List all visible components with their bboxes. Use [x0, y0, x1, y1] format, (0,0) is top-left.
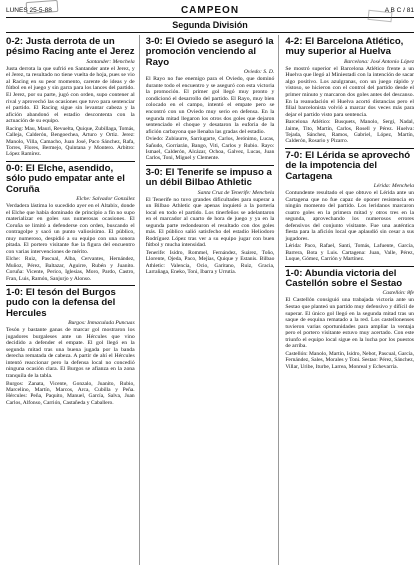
match-body-text: Tesón y bastante ganas de marcar gol mostraron los jugadores burgaleses ante un Hércules que vino decidido a defender el empate. El gol llegó en la segunda mitad tras una buena jugada por la banda derecha rematada de cabeza. A partir de ahí el Hércules intentó reaccionar pero la defensa local no concedió ninguna ocasión clara. El Burgos se afianza en la zona tranquila de la tabla. [6, 327, 135, 380]
masthead [6, 3, 414, 18]
match-report [146, 37, 275, 162]
match-headline: 1-0: El tesón del Burgos pudo con la defensa del Hercules [6, 286, 116, 319]
match-report [285, 148, 414, 263]
match-body-text: Verdadera lástima lo sucedido ayer en el Altabix, donde el Elche que había dominado de principio a fin no supo materializar en goles sus numerosas ocasiones. El Coruña se limitó a defenderse con orden, buscando el contragolpe y sacó un punto valiosísimo. El público, muy numeroso, despidió a su equipo con una sonora pitada. El portero visitante fue la figura del encuentro con varias intervenciones de mérito. [6, 202, 135, 255]
column-2 [146, 35, 280, 565]
match-lineup: Racing: Mau, Mauri, Revuelta, Quique, Zubillaga, Tomás, Calleja, Calderón, Bengoechea, Arturo y Ortiz. Jerez: Manolo, Villa, Camacho, Juan José, Paco Sánchez, Rafa, Torres, Flores, Bermejo, Quintana y Montero. Arbitro: López Ramírez. [6, 125, 135, 158]
division-banner: Segunda División [6, 18, 414, 33]
match-headline: 7-0: El Lérida se aprovechó de la impotencia del Cartagena [285, 149, 411, 182]
issue-date: LUNES 25-5-88 [6, 6, 52, 14]
page-number: A B C / 81 [384, 6, 414, 14]
match-byline: Lérida: Menchela [373, 183, 415, 190]
match-byline: Elche: Salvador González [76, 195, 135, 202]
match-report [285, 37, 414, 145]
match-byline: Barcelona: José Antonio López [343, 58, 415, 65]
column-1 [6, 35, 140, 565]
match-headline: 3-0: El Oviedo se aseguró la promoción venciendo al Rayo [145, 36, 274, 68]
match-body-text: Se mostró superior el Barcelona Atlético frente a un Huelva que llegó al Miniestadi con la intención de sacar algo positivo. Los azulgranas, con un juego rápido y vistoso, se hicieron con el control del partido desde el primer minuto y marcaron dos goles antes del descanso. En la reanudación el Huelva acortó distancias pero el filial barcelonista volvió a marcar dos veces más para dejar el partido visto para sentencia. [285, 65, 415, 118]
match-lineup: Oviedo: Zubiaurre, Sarriugarte, Carlos, Jerónimo, Lucas, Sañudo, Gorriarán, Bango, Viti, Carlos y Rubio. Rayo: Ismael, Calderón, Alcázar, Ochoa, Galvez, Lucas, Juan Carlos, Toni, Miguel y Clemente. [145, 136, 275, 162]
archive-stamp [26, 0, 59, 14]
match-byline: Castellón: 8fe [382, 290, 415, 297]
match-report [6, 285, 135, 406]
match-headline: 0-2: Justa derrota de un pésimo Racing ante el Jerez [6, 36, 135, 58]
match-lineup: Burgos: Zanata, Vicente, Gonzalo, Juanito, Rubio, Marcelino, Martín, Marcos, Arca, Cubilla y Peña. Hércules: Peña, Paquito, Manuel, García, Salva, Juan Carlos, Alfonso, Carrión, Castañeda y Caballero. [6, 380, 135, 406]
column-3 [285, 35, 414, 565]
match-headline: 0-0: El Elche, asendido, sólo pudo empatar ante el Coruña [6, 162, 125, 195]
article-columns [6, 35, 414, 565]
section-title: CAMPEON [180, 4, 240, 16]
match-headline: 4-2: El Barcelona Atlético, muy superior al Huelva [285, 36, 404, 58]
match-lineup: Lérida: Paco, Rafael, Santi, Tomás, Lafuente, García, Barrera, Bota y Luis. Cartagena: Juan, Valle, Pérez, Luque, Gómez, Carrión y Martínez. [285, 243, 415, 263]
match-lineup: Castellón: Manolo, Martín, Isidro, Nebot, Pascual, García, Fernández, Sales, Morales y Toni. Sestao: Pérez, Sánchez, Villar, Uribe, Iturbe, Larrea, Monreal y Echevarría. [285, 350, 415, 370]
match-report [146, 165, 275, 276]
article-divider [6, 285, 135, 286]
match-report [6, 161, 135, 282]
match-lineup: Barcelona Atlético: Busquets, Manolo, Sergi, Nadal, Jaime, Tito, Martín, Carlos, Rosell y Pérez. Huelva: Tejada, Sánchez, Ramos, Gabriel, López, Martín, Calderón, Rosario y Pizarro. [285, 119, 415, 145]
article-divider [285, 148, 414, 149]
match-byline: Santander: Menchela [86, 58, 135, 65]
match-body-text: Contundente resultado el que obtuvo el Lérida ante un Cartagena que no fue capaz de oponer resistencia en ningún momento del partido. Los leridanos marcaron cuatro goles en la primera mitad y otros tres en la segunda, aprovechando los numerosos errores defensivos del conjunto visitante. Fue una auténtica fiesta para la afición local que aplaudió sin cesar a sus jugadores. [285, 190, 415, 242]
article-divider [285, 266, 414, 267]
match-headline: 1-0: Abundia victoria del Castellón sobre el Sestao [285, 267, 403, 290]
article-divider [6, 161, 135, 162]
match-body-text: Justa derrota la que sufrió en Santander ante el Jerez, y el Jerez, ta resultado no tiene vuelta de hoja, pues se vio al Racing en su peor momento, carente de ideas y de fútbol en el juego y sin garra para los lances del partido. El Jerez, por su parte, jugó con orden, supo contener al rival y aprovechó las ocasiones que tuvo para sentenciar el partido. El Racing sigue sin levantar cabeza y la afición abandonó el estadio descontenta con la actuación de su equipo. [6, 65, 135, 125]
match-lineup: Tenerife: Isidro, Rommel, Fernández, Suárez, Toño, Llorente, Ojeda, Paco, Mejías, Quique y Estanis. Bilbao Athletic: Valencia, Ocio, Garitano, Ruiz, Gracia, Larrañaga, Eneko, Toni, Ibarra y Urrutia. [145, 249, 275, 276]
match-report [285, 266, 414, 370]
match-report [6, 37, 135, 158]
match-body-text: El Tenerife no tuvo grandes dificultades para superar a un Bilbao Athletic que apenas inquietó a la portería local en todo el partido. Los tinerfeños se adelantaron en el marcador al cuarto de hora de juego y ya en la segunda parte redondearon el resultado con dos goles más. El público salió satisfecho del estadio Heliodoro Rodríguez López tras ver a su equipo jugar con buen fútbol y mucha intensidad. [145, 196, 275, 249]
article-divider [146, 165, 275, 166]
match-body-text: El Castellón consiguió una trabajada victoria ante un Sestao que planteó un partido muy defensivo y difícil de superar. El único gol llegó en la segunda mitad tras un saque de esquina rematado a la red. Los castellonenses tuvieron varias oportunidades para ampliar la ventaja pero el portero visitante estuvo muy acertado. Con este triunfo el equipo local sigue en la lucha por los puestos de arriba. [285, 297, 415, 350]
match-byline: Santa Cruz de Tenerife: Menchela [197, 189, 275, 196]
match-byline: Burgos: Inmaculada Puncuas [68, 320, 135, 327]
match-body-text: El Rayo no fue enemigo para el Oviedo, que dominó durante todo el encuentro y se aseguró con esta victoria la promoción. El primer gol llegó muy pronto y condicionó el desarrollo del partido. El Rayo, muy bien colocado en el campo, intentó el empate pero se encontró con un Oviedo muy serio en defensa. En la segunda mitad llegaron los otros dos goles que dejaron sentenciado el choque y desataron la euforia de la afición carbayona que llenaba las gradas del estadio. [145, 76, 275, 135]
match-lineup: Elche: Ruiz, Pascual, Alba, Cervantes, Hernández, Muñoz, Pérez, Baltazar, Aguirre, Rubén y Juanito. Coruña: Vicente, Perico, Iglesias, Moro, Pardo, Castro, Fran, Luis, Ramón, Sanjurjo y Alonso. [6, 256, 135, 282]
match-byline: Oviedo: S. D. [243, 69, 275, 76]
match-headline: 3-0: El Tenerife se impuso a un débil Bilbao Athletic [145, 166, 272, 189]
